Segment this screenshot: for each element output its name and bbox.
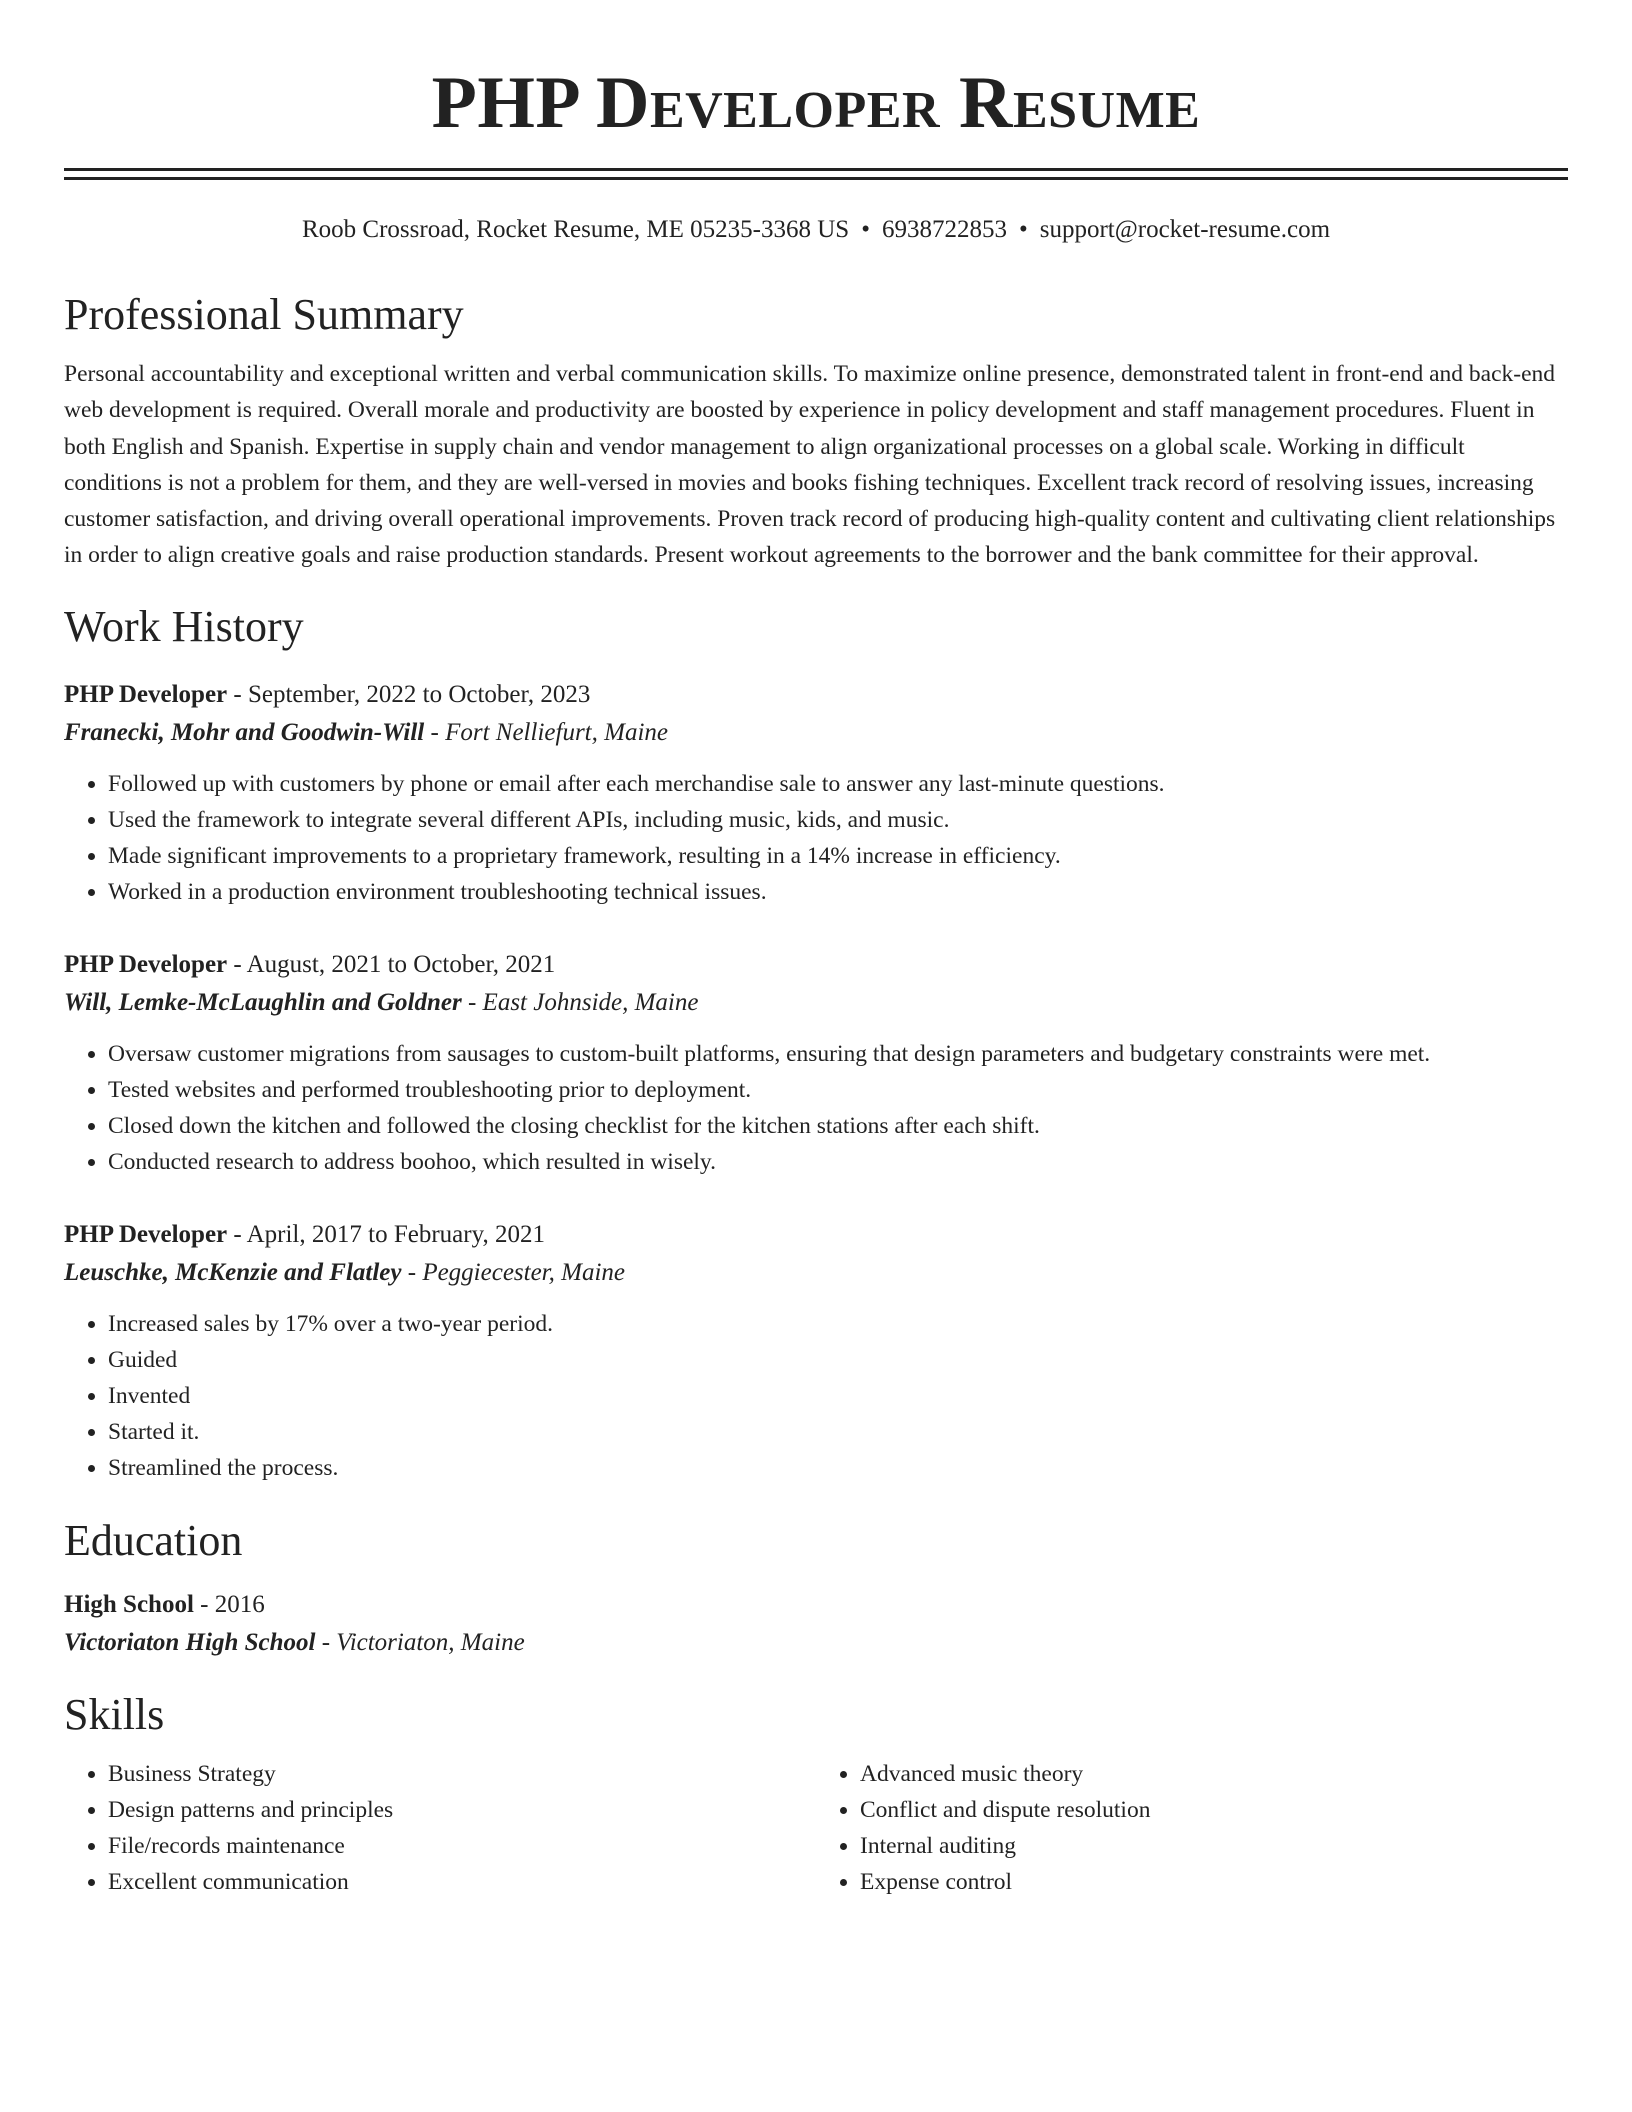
skills-list-left	[64, 1756, 816, 1900]
job-bullet: • Increased sales by 17% over a two-year period.	[108, 1306, 1568, 1342]
job-company-line	[64, 1254, 1568, 1292]
skill-item: • Excellent communication	[108, 1864, 816, 1900]
job-dates: August, 2021 to October, 2021	[246, 950, 556, 978]
summary-heading: Professional Summary	[64, 290, 464, 339]
job-company: Will, Lemke-McLaughlin and Goldner	[64, 988, 462, 1016]
dash: -	[227, 950, 247, 978]
job-bullet: • Worked in a production environment troubleshooting technical issues.	[108, 874, 1568, 910]
job-company-line	[64, 714, 1568, 752]
skill-item: • Design patterns and principles	[108, 1792, 816, 1828]
skills-columns	[64, 1756, 1568, 1900]
job-bullet: • Guided	[108, 1342, 1568, 1378]
job-bullet: • Streamlined the process.	[108, 1450, 1568, 1486]
dash: -	[227, 680, 248, 708]
summary-text: Personal accountability and exceptional written and verbal communication skills. To maximize online presence, demonstrated talent in front-end and back-end web development is required. Overall morale and productivity are boosted by experience in policy development and staff management procedures. Fluent in both English and Spanish. Expertise in supply chain and vendor management to align organizational processes on a global scale. Working in difficult conditions is not a problem for them, and they are well-versed in movies and books fishing techniques. Excellent track record of resolving issues, increasing customer satisfaction, and driving overall operational improvements. Proven track record of producing high-quality content and cultivating client relationships in order to align creative goals and raise production standards. Present workout agreements to the borrower and the bank committee for their approval.	[64, 361, 1556, 569]
work-history-heading: Work History	[64, 601, 304, 651]
job-title-line	[64, 1216, 1568, 1254]
job-bullets	[64, 1306, 1568, 1486]
job-bullets	[64, 1036, 1568, 1180]
job-company: Franecki, Mohr and Goodwin-Will	[64, 718, 425, 746]
job-location: East Johnside, Maine	[482, 988, 699, 1016]
contact-separator: •	[861, 216, 870, 243]
job-title-line	[64, 676, 1568, 714]
job-title: PHP Developer	[64, 950, 228, 978]
dash: -	[193, 1590, 215, 1618]
education-year: 2016	[214, 1590, 265, 1618]
education-school: Victoriaton High School	[64, 1628, 316, 1656]
job-company-line	[64, 984, 1568, 1022]
job-bullet: • Used the framework to integrate several different APIs, including music, kids, and music.	[108, 802, 1568, 838]
contact-email: support@rocket-resume.com	[1039, 216, 1331, 243]
skill-item: • Advanced music theory	[860, 1756, 1568, 1792]
education-heading: Education	[64, 1515, 243, 1565]
job-bullets	[64, 766, 1568, 910]
education-entry	[64, 1586, 1568, 1662]
education-degree-line	[64, 1586, 1568, 1624]
job-bullet: • Conducted research to address boohoo, which resulted in wisely.	[108, 1144, 1568, 1180]
job-entry	[64, 676, 1568, 910]
job-bullet: • Invented	[108, 1378, 1568, 1414]
job-bullet: • Tested websites and performed troubleshooting prior to deployment.	[108, 1072, 1568, 1108]
job-title: PHP Developer	[64, 680, 228, 708]
job-entry	[64, 946, 1568, 1180]
skills-list-right	[816, 1756, 1568, 1900]
job-title: PHP Developer	[64, 1220, 228, 1248]
education-location: Victoriaton, Maine	[336, 1628, 525, 1656]
job-bullet: • Oversaw customer migrations from sausages to custom-built platforms, ensuring that design parameters and budgetary constraints were met.	[108, 1036, 1568, 1072]
job-entry	[64, 1216, 1568, 1486]
dash: -	[461, 988, 483, 1016]
job-bullet: • Made significant improvements to a proprietary framework, resulting in a 14% increase in efficiency.	[108, 838, 1568, 874]
dash: -	[401, 1258, 423, 1286]
title-divider-bottom	[64, 177, 1568, 180]
title-divider-top	[64, 168, 1568, 171]
dash: -	[315, 1628, 337, 1656]
job-bullet: • Closed down the kitchen and followed the closing checklist for the kitchen stations after each shift.	[108, 1108, 1568, 1144]
skill-item: • Internal auditing	[860, 1828, 1568, 1864]
dash: -	[424, 718, 446, 746]
job-location: Fort Nelliefurt, Maine	[445, 718, 668, 746]
skills-heading: Skills	[64, 1689, 165, 1739]
job-location: Peggiecester, Maine	[422, 1258, 626, 1286]
job-company: Leuschke, McKenzie and Flatley	[64, 1258, 402, 1286]
resume-title: PHP Developer Resume	[431, 62, 1201, 144]
skill-item: • Expense control	[860, 1864, 1568, 1900]
job-bullet: • Started it.	[108, 1414, 1568, 1450]
job-title-line	[64, 946, 1568, 984]
dash: -	[227, 1220, 247, 1248]
contact-phone: 6938722853	[881, 216, 1007, 243]
education-degree: High School	[64, 1590, 194, 1618]
education-school-line	[64, 1624, 1568, 1662]
contact-separator: •	[1018, 216, 1028, 243]
skill-item: • File/records maintenance	[108, 1828, 816, 1864]
job-bullet: • Followed up with customers by phone or email after each merchandise sale to answer any last-minute questions.	[108, 766, 1568, 802]
skill-item: • Business Strategy	[108, 1756, 816, 1792]
contact-line	[64, 214, 1568, 246]
job-dates: April, 2017 to February, 2021	[246, 1220, 545, 1248]
job-dates: September, 2022 to October, 2023	[247, 680, 591, 708]
contact-address: Roob Crossroad, Rocket Resume, ME 05235-3368 US	[301, 216, 850, 243]
skill-item: • Conflict and dispute resolution	[860, 1792, 1568, 1828]
